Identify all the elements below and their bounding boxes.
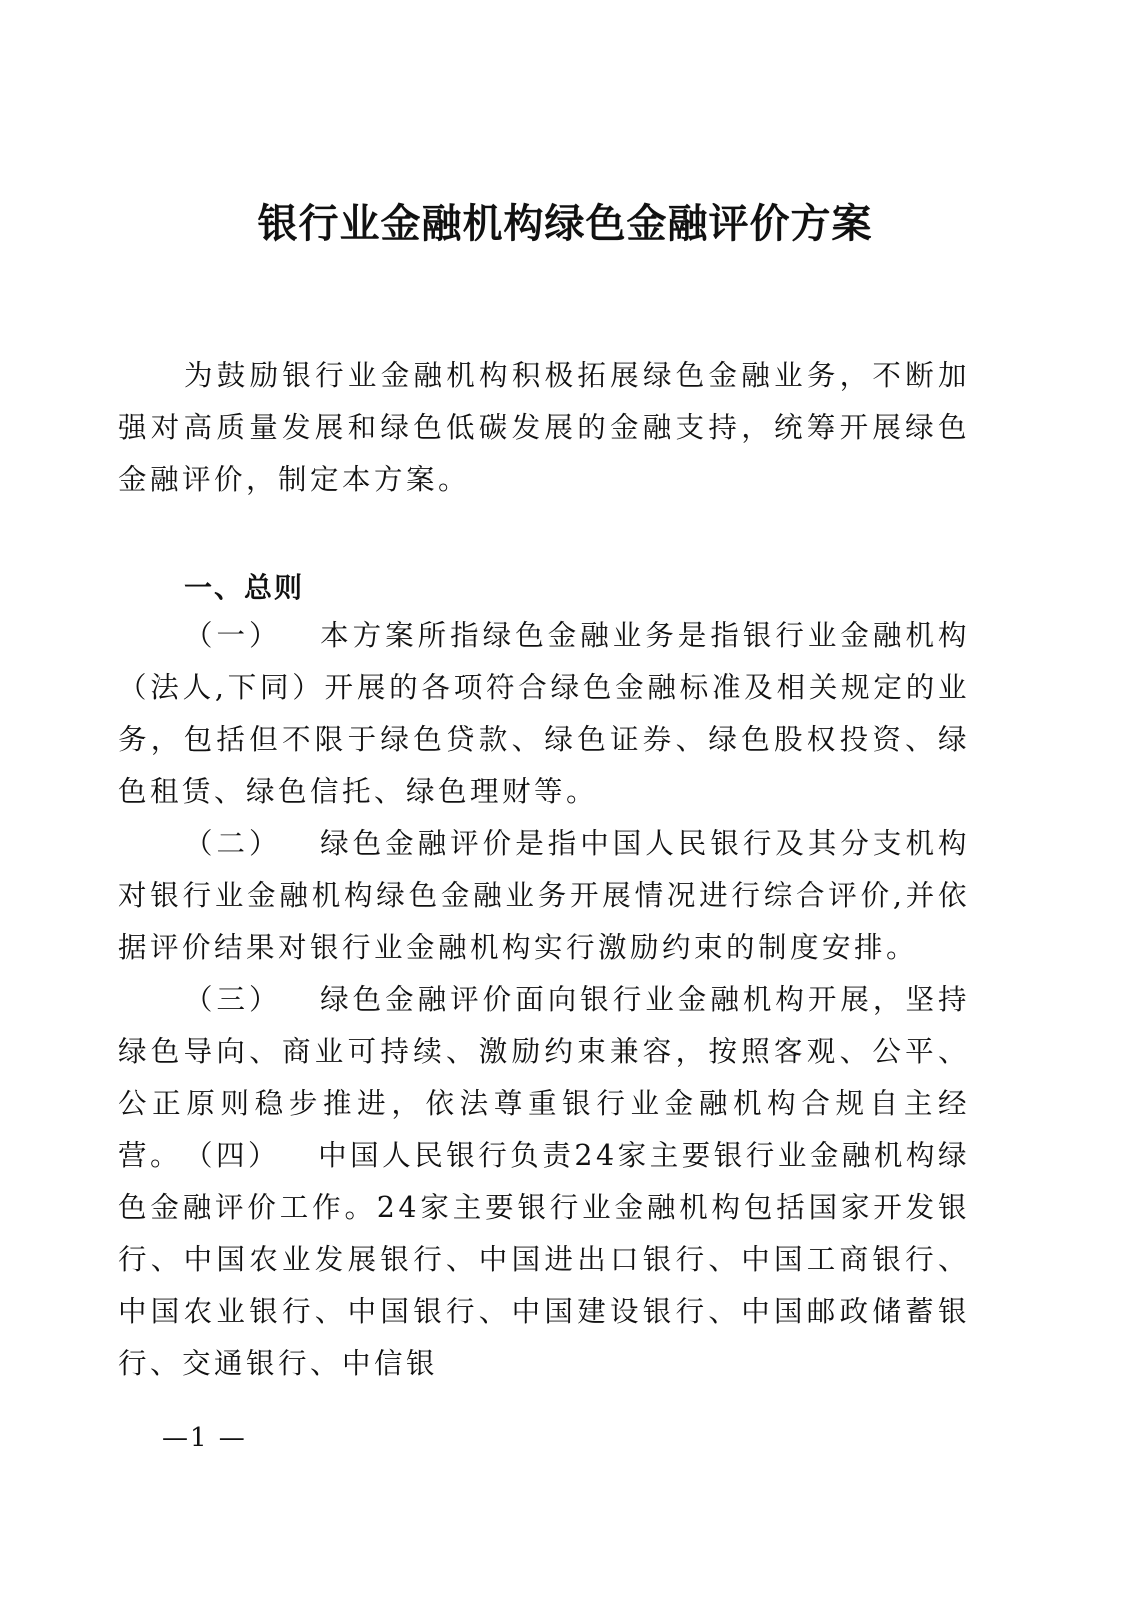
- clause-text: 绿色金融评价面向银行业金融机构开展，坚持绿色导向、商业可持续、激励约束兼容，按照客观、公平、公正原则稳步推进，依法尊重银行业金融机构合规自主经营。: [118, 983, 970, 1172]
- clause-paragraph: [118, 818, 970, 974]
- clause-number: （二）: [184, 827, 282, 860]
- intro-paragraph: 为鼓励银行业金融机构积极拓展绿色金融业务，不断加强对高质量发展和绿色低碳发展的金融支持，统筹开展绿色金融评价，制定本方案。: [118, 359, 970, 496]
- clause-paragraph: [118, 1130, 970, 1390]
- page-number: —1 —: [162, 1423, 247, 1453]
- document-title: 银行业金融机构绿色金融评价方案: [257, 201, 873, 247]
- clause-number: （一）: [184, 619, 282, 652]
- clause-text: 绿色金融评价是指中国人民银行及其分支机构对银行业金融机构绿色金融业务开展情况进行综合评价,并依据评价结果对银行业金融机构实行激励约束的制度安排。: [118, 827, 970, 964]
- clause-text: 中国人民银行负责24家主要银行业金融机构绿色金融评价工作。24家主要银行业金融机构包括国家开发银行、中国农业发展银行、中国进出口银行、中国工商银行、中国农业银行、中国银行、中国建设银行、中国邮政储蓄银行、交通银行、中信银: [118, 1139, 970, 1380]
- clause-text: 本方案所指绿色金融业务是指银行业金融机构（法人,下同）开展的各项符合绿色金融标准及相关规定的业务，包括但不限于绿色贷款、绿色证券、绿色股权投资、绿色租赁、绿色信托、绿色理财等。: [118, 619, 970, 808]
- clause-number: （四）: [184, 1139, 281, 1172]
- section-heading-general: 一、总则: [184, 571, 305, 604]
- clause-paragraph: [118, 610, 970, 818]
- clause-number: （三）: [184, 983, 282, 1016]
